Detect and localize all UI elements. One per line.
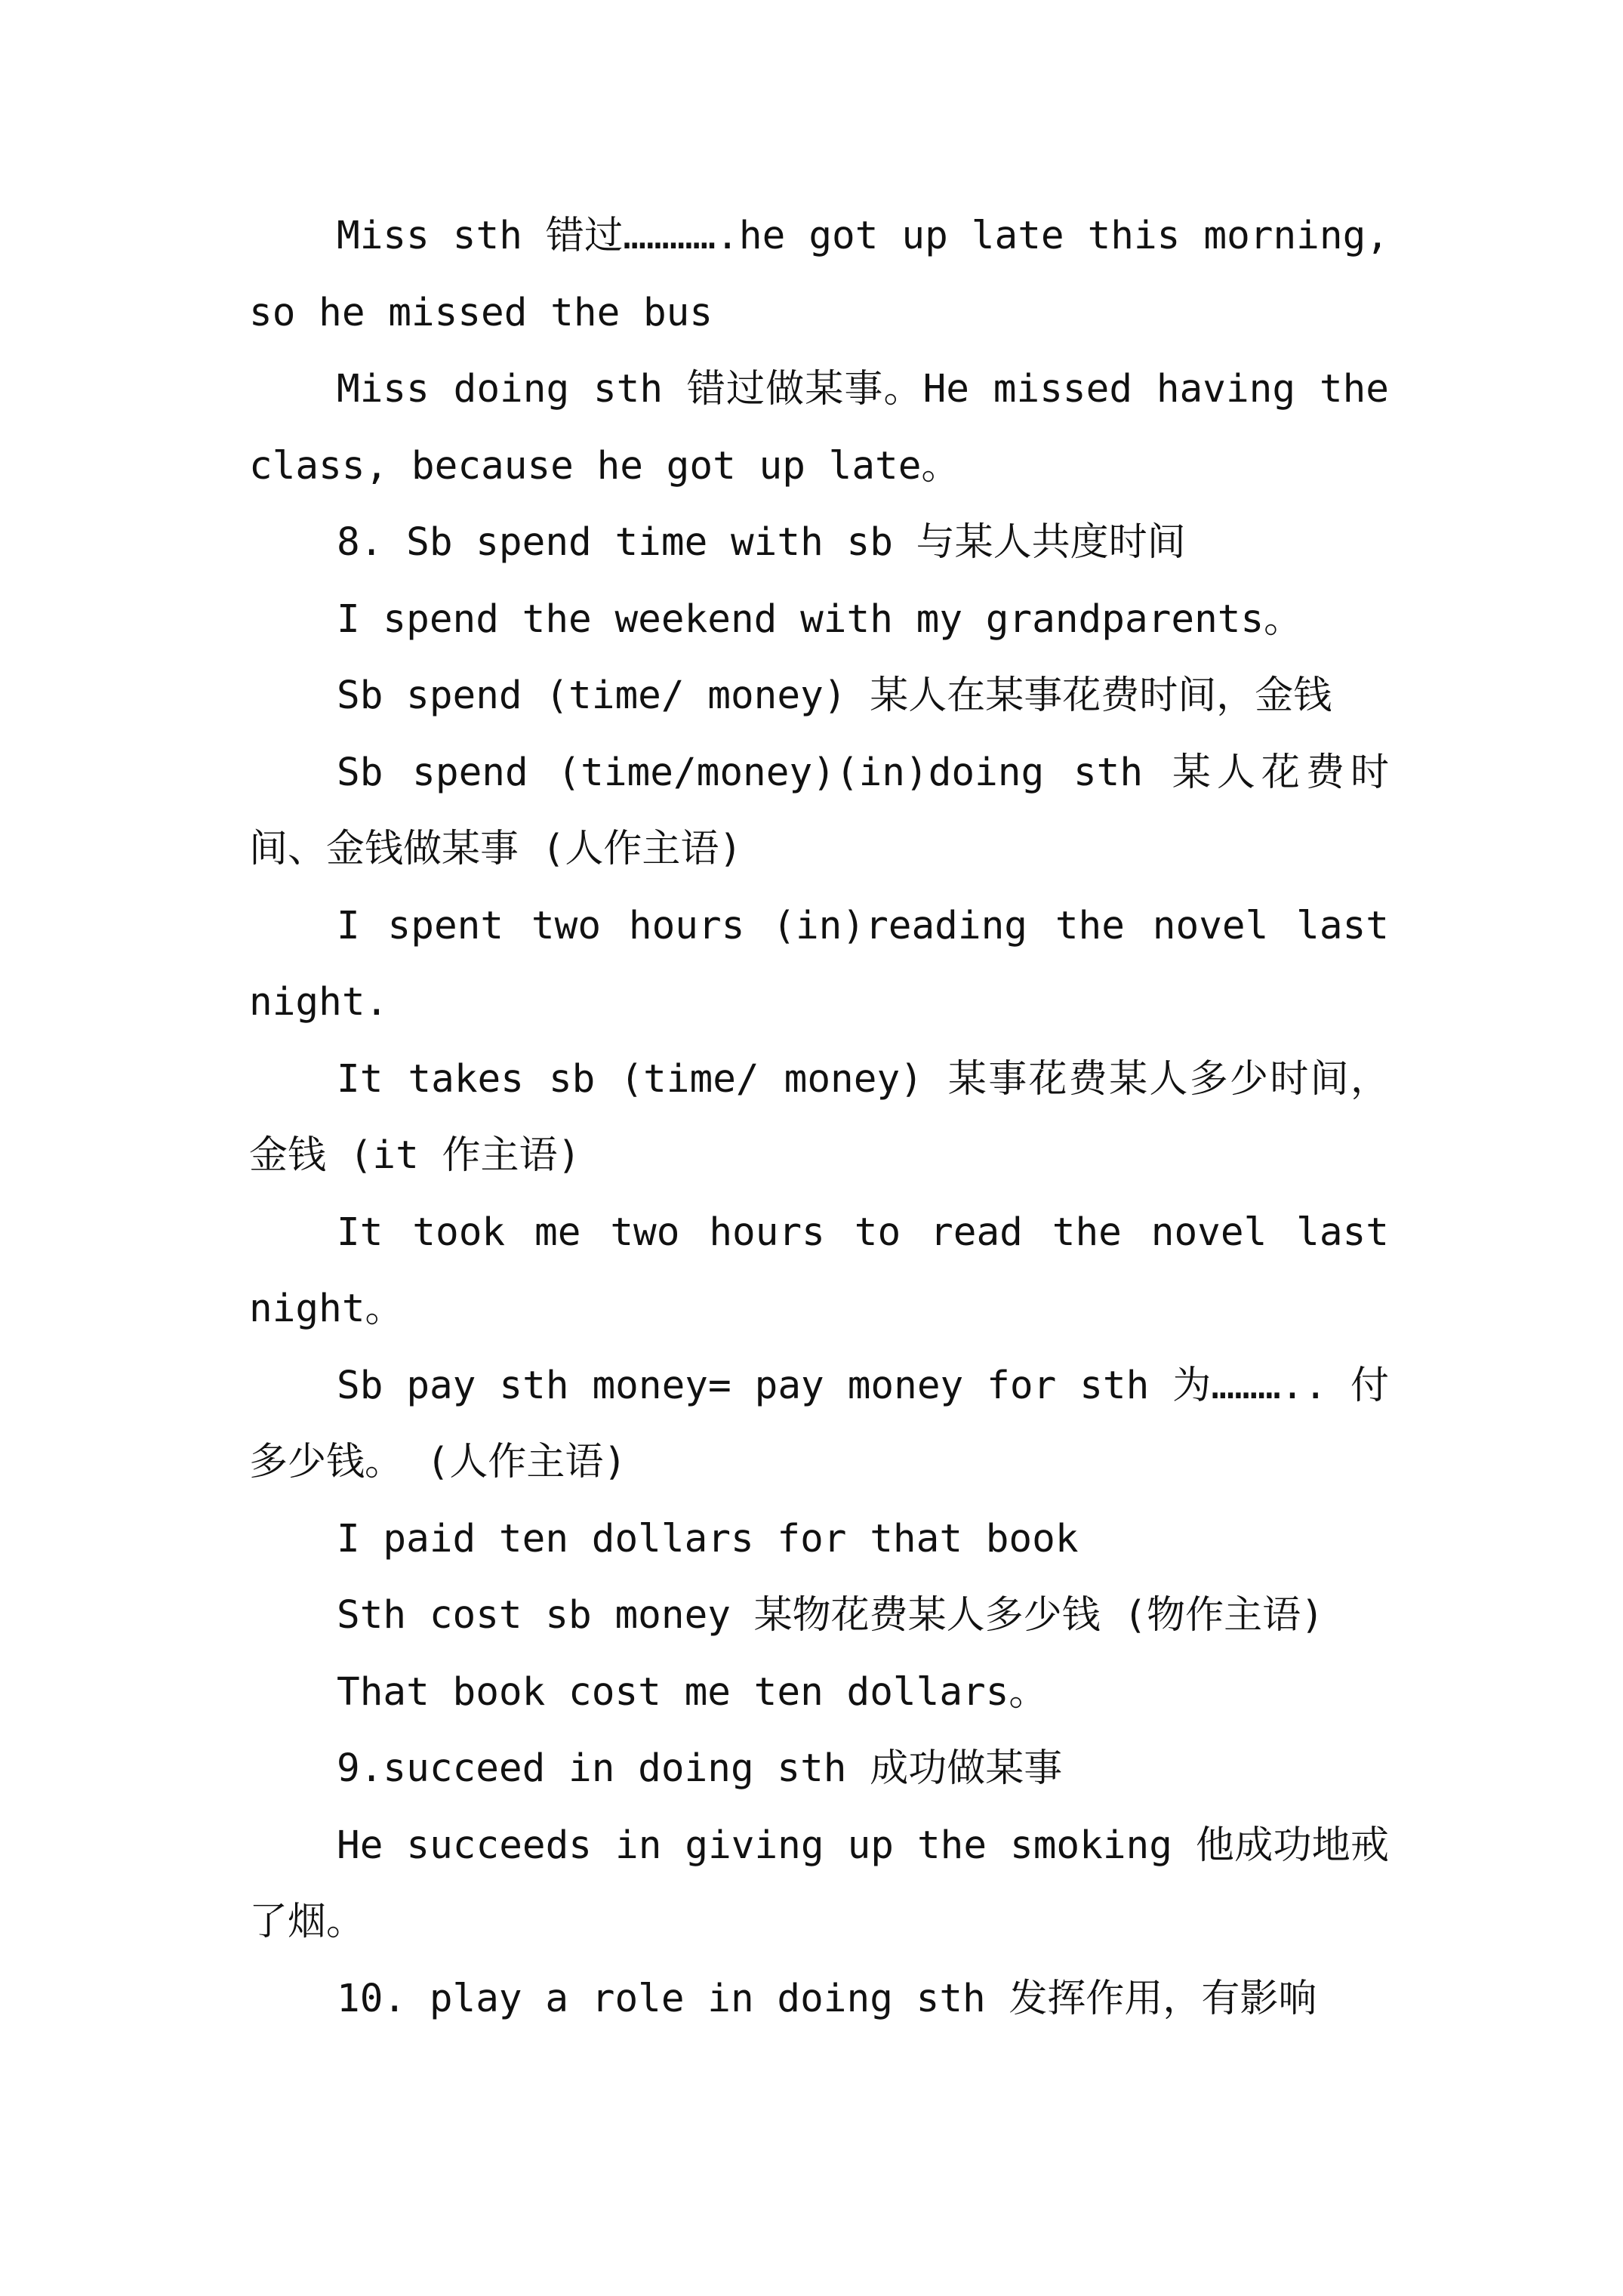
document-body: [249, 198, 1389, 2037]
paragraph-item-10-heading: 10. play a role in doing sth 发挥作用，有影响: [337, 1976, 1317, 2021]
paragraph-cost-example: That book cost me ten dollars。: [337, 1669, 1048, 1715]
paragraph-succeeds-example: He succeeds in giving up the smoking 他成功地戒了烟。: [249, 1823, 1389, 1944]
paragraph-spend-doing-sth: Sb spend (time/money)(in)doing sth 某人花费时间、金钱做某事 (人作主语): [249, 750, 1389, 871]
paragraph-it-takes-sb: It takes sb (time/ money) 某事花费某人多少时间，金钱 (it 作主语): [249, 1056, 1389, 1178]
paragraph-item-9-heading: 9.succeed in doing sth 成功做某事: [337, 1746, 1063, 1791]
paragraph-spend-time-money: Sb spend (time/ money) 某人在某事花费时间，金钱: [337, 673, 1332, 718]
paragraph-paid-example: I paid ten dollars for that book: [337, 1516, 1079, 1561]
paragraph-miss-sth: Miss sth 错过………….he got up late this morning, so he missed the bus: [249, 214, 1389, 335]
paragraph-item-8-heading: 8. Sb spend time with sb 与某人共度时间: [337, 520, 1186, 565]
paragraph-sth-cost-sb: Sth cost sb money 某物花费某人多少钱 (物作主语): [337, 1593, 1324, 1638]
paragraph-miss-doing-sth: Miss doing sth 错过做某事。He missed having the class, because he got up late。: [249, 367, 1389, 488]
paragraph-spend-weekend-example: I spend the weekend with my grandparents。: [337, 596, 1303, 642]
paragraph-it-took-me-example: It took me two hours to read the novel last night。: [249, 1210, 1389, 1331]
paragraph-pay-money: Sb pay sth money= pay money for sth 为……….. 付多少钱。 (人作主语): [249, 1363, 1389, 1484]
paragraph-spent-two-hours-example: I spent two hours (in)reading the novel last night.: [249, 903, 1389, 1025]
